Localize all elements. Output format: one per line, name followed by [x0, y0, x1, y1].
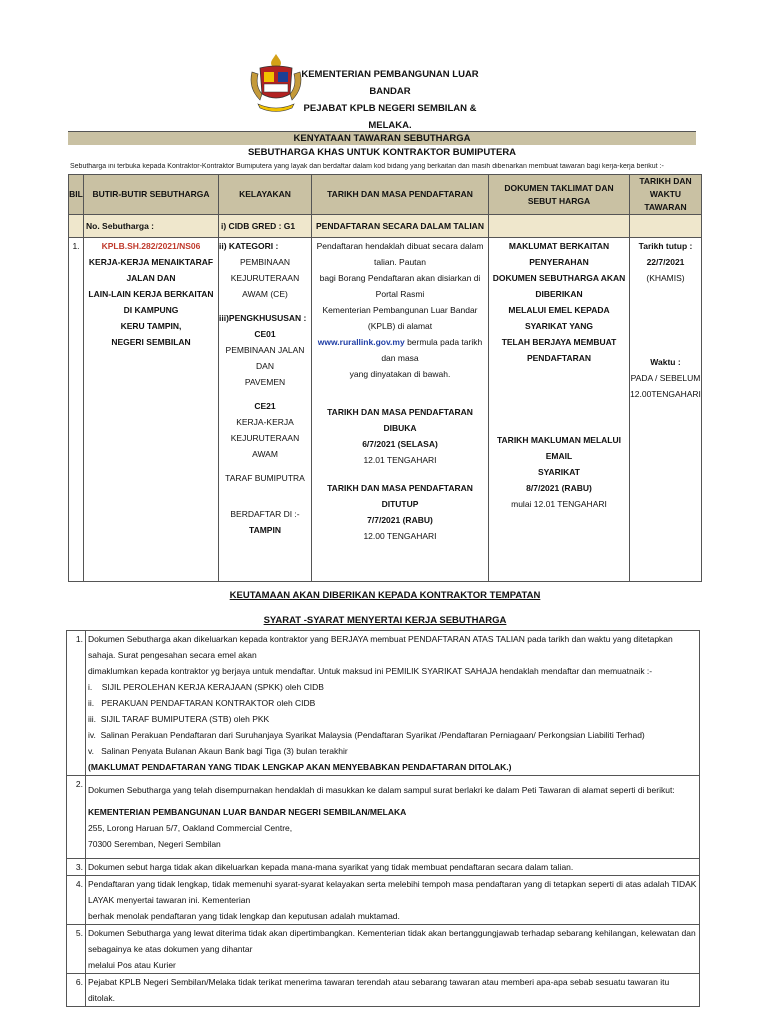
email-notice-date: 8/7/2021 (RABU): [526, 483, 592, 493]
term-number: 5.: [67, 925, 86, 974]
close-time: 12.00TENGAHARI: [630, 389, 701, 399]
priority-note: KEUTAMAAN AKAN DIBERIKAN KEPADA KONTRAKTOR TEMPATAN: [229, 590, 541, 601]
reg-text: bagi Borang Pendaftaran akan disiarkan di Portal Rasmi: [319, 273, 481, 299]
berdaftar-di: BERDAFTAR DI :-: [230, 509, 300, 519]
sub-empty-2: [489, 215, 630, 238]
ce01-line: PEMBINAAN JALAN DAN: [225, 345, 305, 371]
term-number: 2.: [67, 776, 86, 859]
header-kelayakan: KELAYAKAN: [219, 175, 312, 215]
kategori-line: AWAM (CE): [242, 289, 288, 299]
taraf-bumiputra: TARAF BUMIPUTRA: [225, 473, 305, 483]
term-3: Dokumen sebut harga tidak akan dikeluarkan kepada mana-mana syarikat yang tidak membuat pendaftaran secara dalam talian.: [86, 859, 700, 876]
term-5: [86, 925, 700, 974]
reg-close-title: TARIKH DAN MASA PENDAFTARAN DITUTUP: [327, 483, 473, 509]
header-dokumen: DOKUMEN TAKLIMAT DAN SEBUT HARGA: [489, 175, 630, 215]
sub-no-sebutharga: No. Sebutharga :: [84, 215, 219, 238]
term-number: 4.: [67, 876, 86, 925]
term-text: dimaklumkan kepada kontraktor yg berjaya untuk mendaftar. Untuk maksud ini PEMILIK SYARIKAT SAHAJA hendaklah mendaftar dan memuatnaik :-: [88, 666, 653, 676]
term-text: Dokumen Sebutharga yang telah disempurnakan hendaklah di masukkan ke dalam sampul surat berlakri ke dalam Peti Tawaran di alamat seperti di berikut:: [88, 785, 675, 795]
reg-open-time: 12.01 TENGAHARI: [363, 455, 437, 465]
term-2: [86, 776, 700, 859]
row-bil: 1.: [69, 238, 84, 582]
reg-close-date: 7/7/2021 (RABU): [367, 515, 433, 525]
header-bil: BIL: [69, 175, 84, 215]
ce01-code: CE01: [254, 329, 276, 339]
desc-line: NEGERI SEMBILAN: [111, 337, 191, 347]
notice-subtitle: SEBUTHARGA KHAS UNTUK KONTRAKTOR BUMIPUTERA: [247, 147, 517, 158]
ce21-code: CE21: [254, 401, 276, 411]
row-tutup: [630, 238, 702, 582]
office-name: PEJABAT KPLB NEGERI SEMBILAN & MELAKA.: [303, 103, 477, 131]
term-text: Dokumen Sebutharga yang lewat diterima tidak akan dipertimbangkan. Kementerian tidak akan bertanggungjawab terhadap sebarang kehilangan, kelewatan dan sebagainya ke atas dokumen yang dihantar: [88, 928, 696, 954]
header-butir: BUTIR-BUTIR SEBUTHARGA: [84, 175, 219, 215]
term-subitem: iii. SIJIL TARAF BUMIPUTERA (STB) oleh PKK: [88, 714, 270, 724]
desc-line: LAIN-LAIN KERJA BERKAITAN DI KAMPUNG: [88, 289, 214, 315]
row-kelayakan: [219, 238, 312, 582]
header-tutup-l1: TARIKH DAN: [639, 176, 692, 186]
ce21-line: AWAM: [252, 449, 278, 459]
close-label: Tarikh tutup :: [638, 241, 693, 251]
quotation-ref: KPLB.SH.282/2021/NS06: [101, 241, 201, 251]
list-item: [67, 974, 700, 1007]
close-pada: PADA / SEBELUM: [630, 373, 701, 383]
desc-line: KERJA-KERJA MENAIKTARAF JALAN DAN: [88, 257, 214, 283]
email-notice-syarikat: SYARIKAT: [537, 467, 581, 477]
rurallink-link[interactable]: www.rurallink.gov.my: [317, 337, 405, 347]
term-6: Pejabat KPLB Negeri Sembilan/Melaka tidak terikat menerima tawaran terendah atau sebarang tawaran atau memberi apa-apa sebab sesuatu tawaran itu ditolak.: [86, 974, 700, 1007]
term-text: Pendaftaran yang tidak lengkap, tidak memenuhi syarat-syarat kelayakan serta melebihi tempoh masa pendaftaran yang di tetapkan seperti di atas adalah TIDAK LAYAK menyertai tawaran ini. Kementerian: [88, 879, 697, 905]
reg-open-title: TARIKH DAN MASA PENDAFTARAN DIBUKA: [327, 407, 473, 433]
term-text: berhak menolak pendaftaran yang tidak lengkap dan keputusan adalah muktamad.: [88, 911, 400, 921]
doc-text: TELAH BERJAYA MEMBUAT PENDAFTARAN: [501, 337, 617, 363]
reg-text: yang dinyatakan di bawah.: [349, 369, 451, 379]
conditions-table: [66, 630, 700, 1007]
header-tarikh: TARIKH DAN MASA PENDAFTARAN: [312, 175, 489, 215]
sub-cidb-gred: i) CIDB GRED : G1: [219, 215, 312, 238]
email-notice-title: TARIKH MAKLUMAN MELALUI EMAIL: [496, 435, 622, 461]
ce21-line: KERJA-KERJA KEJURUTERAAN: [230, 417, 300, 443]
row-tarikh: [312, 238, 489, 582]
reg-text: bermula pada tarikh dan masa: [381, 337, 483, 363]
term-1: [86, 631, 700, 776]
close-waktu-label: Waktu :: [650, 357, 681, 367]
address-line: 70300 Seremban, Negeri Sembilan: [88, 839, 221, 849]
malaysia-coat-of-arms-icon: [246, 50, 306, 116]
list-item: [67, 925, 700, 974]
header-tutup-l2: WAKTU TAWARAN: [644, 189, 687, 212]
term-subitem: iv. Salinan Perakuan Pendaftaran dari Suruhanjaya Syarikat Malaysia (Pendaftaran Syarikat /Pendaftaran Perniagaan/ Perkongsian Liabiliti Terhad): [88, 730, 645, 740]
list-item: [67, 876, 700, 925]
reg-text: Pendaftaran hendaklah dibuat secara dalam talian. Pautan: [316, 241, 484, 267]
table-subheader-row: [69, 215, 702, 238]
address-line: 255, Lorong Haruan 5/7, Oakland Commercial Centre,: [88, 823, 293, 833]
ce01-line: PAVEMEN: [244, 377, 286, 387]
kategori-label: ii) KATEGORI :: [219, 241, 279, 251]
quotation-table: [68, 174, 702, 582]
berdaftar-tampin: TAMPIN: [249, 525, 281, 535]
notice-title: KENYATAAN TAWARAN SEBUTHARGA: [68, 131, 696, 145]
doc-text: MELALUI EMEL KEPADA SYARIKAT YANG: [508, 305, 610, 331]
doc-text: DOKUMEN SEBUTHARGA AKAN DIBERIKAN: [492, 273, 626, 299]
reg-text: Kementerian Pembangunan Luar Bandar (KPLB) di alamat: [322, 305, 478, 331]
address-line: KEMENTERIAN PEMBANGUNAN LUAR BANDAR NEGERI SEMBILAN/MELAKA: [88, 807, 407, 817]
term-subitem: i. SIJIL PEROLEHAN KERJA KERAJAAN (SPKK) oleh CIDB: [88, 682, 324, 692]
reg-close-time: 12.00 TENGAHARI: [363, 531, 437, 541]
sub-online-registration: PENDAFTARAN SECARA DALAM TALIAN: [312, 215, 489, 238]
term-warning: (MAKLUMAT PENDAFTARAN YANG TIDAK LENGKAP AKAN MENYEBABKAN PENDAFTARAN DITOLAK.): [88, 762, 512, 772]
table-header-row: [69, 175, 702, 215]
desc-line: KERU TAMPIN,: [120, 321, 182, 331]
list-item: [67, 631, 700, 776]
sub-empty-3: [630, 215, 702, 238]
term-text: melalui Pos atau Kurier: [88, 960, 176, 970]
term-number: 1.: [67, 631, 86, 776]
close-date: 22/7/2021: [646, 257, 685, 267]
term-text: Dokumen Sebutharga akan dikeluarkan kepada kontraktor yang BERJAYA membuat PENDAFTARAN ATAS TALIAN pada tarikh dan waktu yang ditetapkan sahaja. Surat pengesahan secara emel akan: [88, 634, 673, 660]
table-row: [69, 238, 702, 582]
pengkhususan-label: iii)PENGKHUSUSAN :: [219, 313, 307, 323]
ministry-name: KEMENTERIAN PEMBANGUNAN LUAR BANDAR: [301, 69, 479, 97]
notice-intro: Sebutharga ini terbuka kepada Kontraktor-Kontraktor Bumiputera yang layak dan berdaftar dalam kod bidang yang berkaitan dan masih dibenarkan membuat tawaran bagi kerja-kerja berikut :-: [70, 163, 664, 170]
term-number: 6.: [67, 974, 86, 1007]
list-item: [67, 776, 700, 859]
reg-open-date: 6/7/2021 (SELASA): [362, 439, 438, 449]
kategori-line: PEMBINAAN KEJURUTERAAN: [230, 257, 300, 283]
row-dokumen: [489, 238, 630, 582]
term-number: 3.: [67, 859, 86, 876]
header-tutup: [630, 175, 702, 215]
ministry-heading: [300, 66, 480, 134]
sub-empty: [69, 215, 84, 238]
doc-text: MAKLUMAT BERKAITAN PENYERAHAN: [508, 241, 610, 267]
term-4: [86, 876, 700, 925]
close-day: (KHAMIS): [646, 273, 685, 283]
term-subitem: v. Salinan Penyata Bulanan Akaun Bank bagi Tiga (3) bulan terakhir: [88, 746, 348, 756]
email-notice-time: mulai 12.01 TENGAHARI: [511, 499, 607, 509]
list-item: [67, 859, 700, 876]
conditions-title: SYARAT -SYARAT MENYERTAI KERJA SEBUTHARGA: [263, 615, 507, 626]
term-subitem: ii. PERAKUAN PENDAFTARAN KONTRAKTOR oleh CIDB: [88, 698, 316, 708]
row-butir: [84, 238, 219, 582]
